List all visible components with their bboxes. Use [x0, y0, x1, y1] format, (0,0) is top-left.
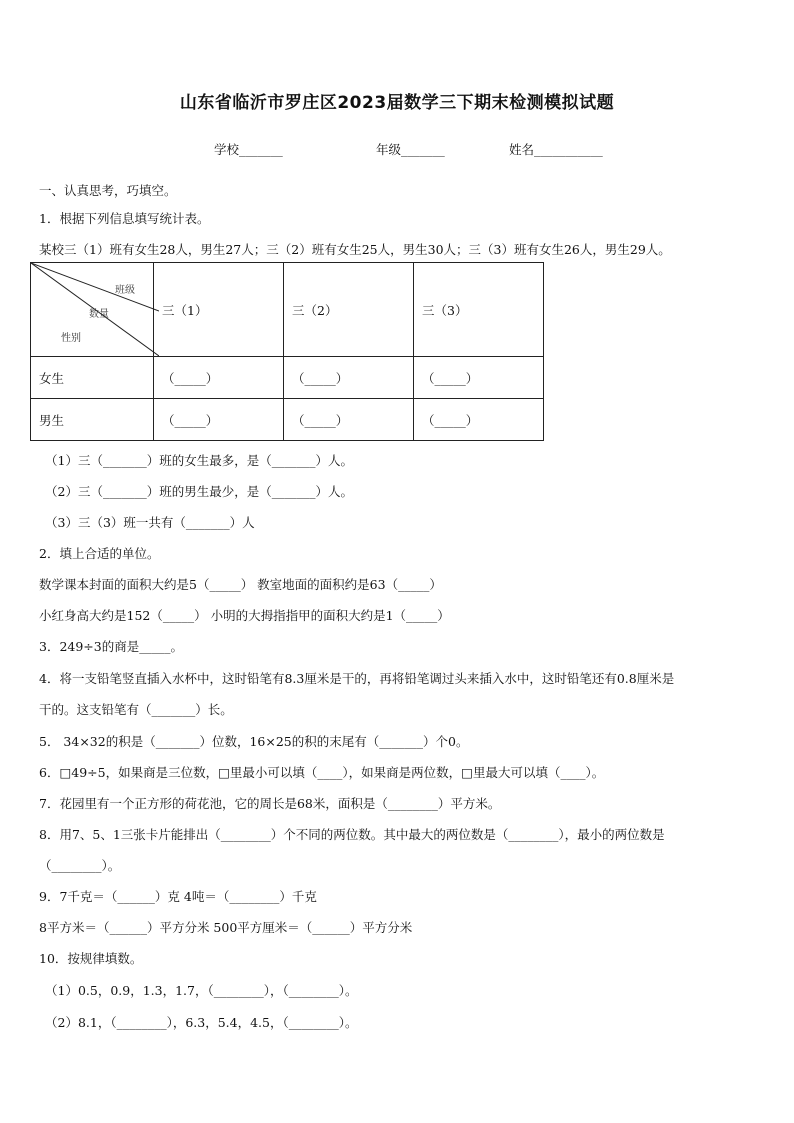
grade-field[interactable]: 年级_______ [376, 142, 445, 157]
q2-title: 2．填上合适的单位。 [39, 546, 160, 561]
answer-cell[interactable]: （_____） [414, 399, 544, 441]
q1-sub-2: （2）三（_______）班的男生最少，是（_______）人。 [45, 484, 353, 499]
answer-cell[interactable]: （_____） [284, 357, 414, 399]
section-heading: 一、认真思考，巧填空。 [39, 183, 177, 198]
q1-title: 1．根据下列信息填写统计表。 [39, 211, 210, 226]
q10-title: 10．按规律填数。 [39, 951, 143, 966]
q7: 7．花园里有一个正方形的荷花池，它的周长是68米，面积是（________）平方米。 [39, 796, 501, 811]
page-title: 山东省临沂市罗庄区2023届数学三下期末检测模拟试题 [179, 93, 615, 113]
diag-label-class: 班级 [115, 285, 135, 296]
q8-line-1: 8．用7、5、1三张卡片能排出（________）个不同的两位数。其中最大的两位数是（________），最小的两位数是 [39, 827, 665, 842]
q6: 6．□49÷5，如果商是三位数，□里最小可以填（____），如果商是两位数，□里最大可以填（____）。 [39, 765, 605, 780]
answer-cell[interactable]: （_____） [154, 399, 284, 441]
diag-label-count: 数量 [89, 309, 109, 320]
q1-text: 某校三（1）班有女生28人，男生27人；三（2）班有女生25人，男生30人；三（3）班有女生26人，男生29人。 [39, 242, 671, 257]
diagonal-header-cell [31, 263, 154, 357]
table-row [31, 357, 544, 399]
table-row [31, 399, 544, 441]
answer-cell[interactable]: （_____） [414, 357, 544, 399]
q2-line-2: 小红身高大约是152（_____） 小明的大拇指指甲的面积大约是1（_____） [39, 608, 450, 623]
answer-cell[interactable]: （_____） [284, 399, 414, 441]
q4-line-2: 干的。这支铅笔有（_______）长。 [39, 702, 233, 717]
col-header-3: 三（3） [414, 263, 544, 357]
q10-line-1: （1）0.5，0.9，1.3，1.7，（________），（________）。 [45, 983, 358, 998]
diag-label-gender: 性别 [61, 333, 81, 344]
school-field[interactable]: 学校_______ [214, 142, 283, 157]
answer-cell[interactable]: （_____） [154, 357, 284, 399]
col-header-2: 三（2） [284, 263, 414, 357]
q4-line-1: 4．将一支铅笔竖直插入水杯中，这时铅笔有8.3厘米是干的，再将铅笔调过头来插入水中，这时铅笔还有0.8厘米是 [39, 671, 675, 686]
q1-sub-1: （1）三（_______）班的女生最多，是（_______）人。 [45, 453, 353, 468]
row-label-girls: 女生 [31, 357, 154, 399]
q9-line-2: 8平方米＝（______）平方分米 500平方厘米＝（______）平方分米 [39, 920, 413, 935]
stats-table [30, 262, 544, 441]
q9-line-1: 9．7千克＝（______）克 4吨＝（________）千克 [39, 889, 317, 904]
row-label-boys: 男生 [31, 399, 154, 441]
q5: 5． 34×32的积是（_______）位数，16×25的积的末尾有（_______）个0。 [39, 734, 469, 749]
name-field[interactable]: 姓名___________ [509, 142, 603, 157]
q2-line-1: 数学课本封面的面积大约是5（_____） 教室地面的面积约是63（_____） [39, 577, 442, 592]
q10-line-2: （2）8.1，（________），6.3，5.4，4.5，（________）。 [45, 1015, 358, 1030]
col-header-1: 三（1） [154, 263, 284, 357]
q3: 3．249÷3的商是_____。 [39, 639, 183, 654]
q1-sub-3: （3）三（3）班一共有（_______）人 [45, 515, 255, 530]
q8-line-2: （________）。 [39, 858, 121, 873]
